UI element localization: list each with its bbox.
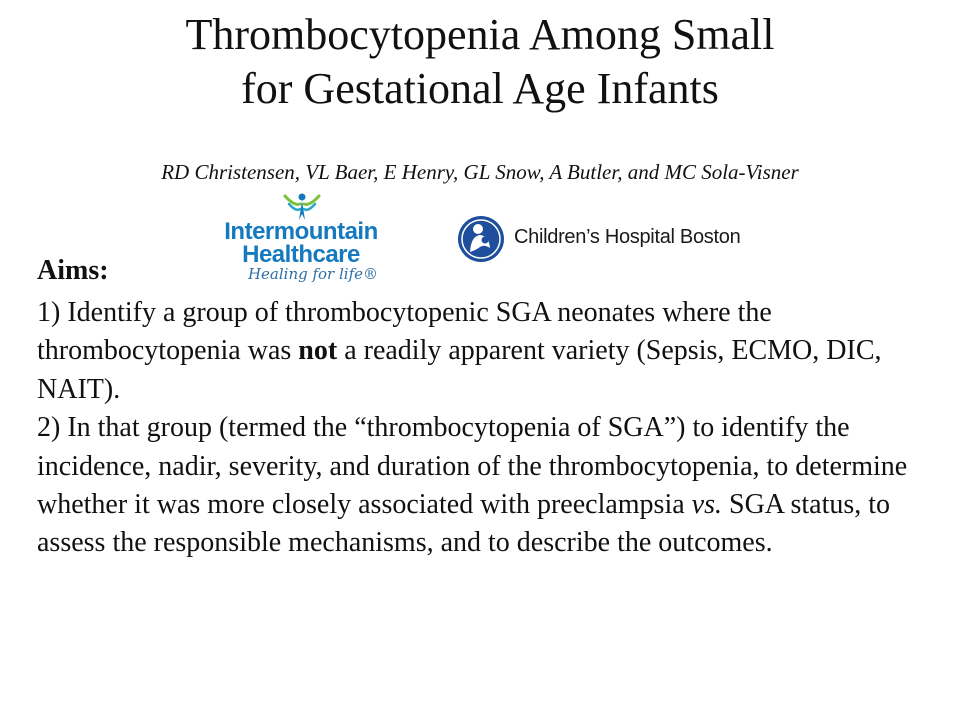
author-list: RD Christensen, VL Baer, E Henry, GL Snow, A Butler, and MC Sola-Visner (161, 160, 799, 184)
aims-list (37, 294, 937, 563)
aim-item-1 (37, 294, 937, 409)
intermountain-healthcare-logo (218, 192, 388, 284)
aim-2-text-start: 2) In that group (termed the “thrombocytopenia of SGA”) to identify the incidence, nadir, severity, and duration of the thrombocytopenia, to determine whether it was more closely associated with preeclampsia (37, 412, 908, 521)
mother-child-seal-icon (456, 214, 506, 264)
aim-2-italic: vs. (691, 489, 722, 521)
slide-title (0, 8, 960, 116)
logo-text-intermountain: Intermountain (224, 218, 378, 245)
aim-item-2 (37, 409, 937, 563)
logo-tagline: Healing for life® (247, 265, 379, 283)
logo-text-healthcare: Healthcare (242, 241, 360, 268)
title-line-1: Thrombocytopenia Among Small (185, 10, 775, 59)
title-line-2: for Gestational Age Infants (241, 64, 719, 113)
aim-1-emphasis: not (298, 335, 338, 367)
logo-text-childrens-hospital: Children’s Hospital Boston (514, 226, 741, 248)
aims-heading: Aims: (37, 255, 109, 286)
childrens-hospital-boston-logo (456, 212, 776, 268)
aim-2-text-end: SGA status, to assess the responsible mechanisms, and to describe the outcomes. (37, 489, 891, 559)
aim-1-text-end: a readily apparent variety (Sepsis, ECMO, DIC, NAIT). (37, 335, 882, 405)
aim-1-text-start: 1) Identify a group of thrombocytopenic SGA neonates where the thrombocytopenia was (37, 297, 772, 367)
